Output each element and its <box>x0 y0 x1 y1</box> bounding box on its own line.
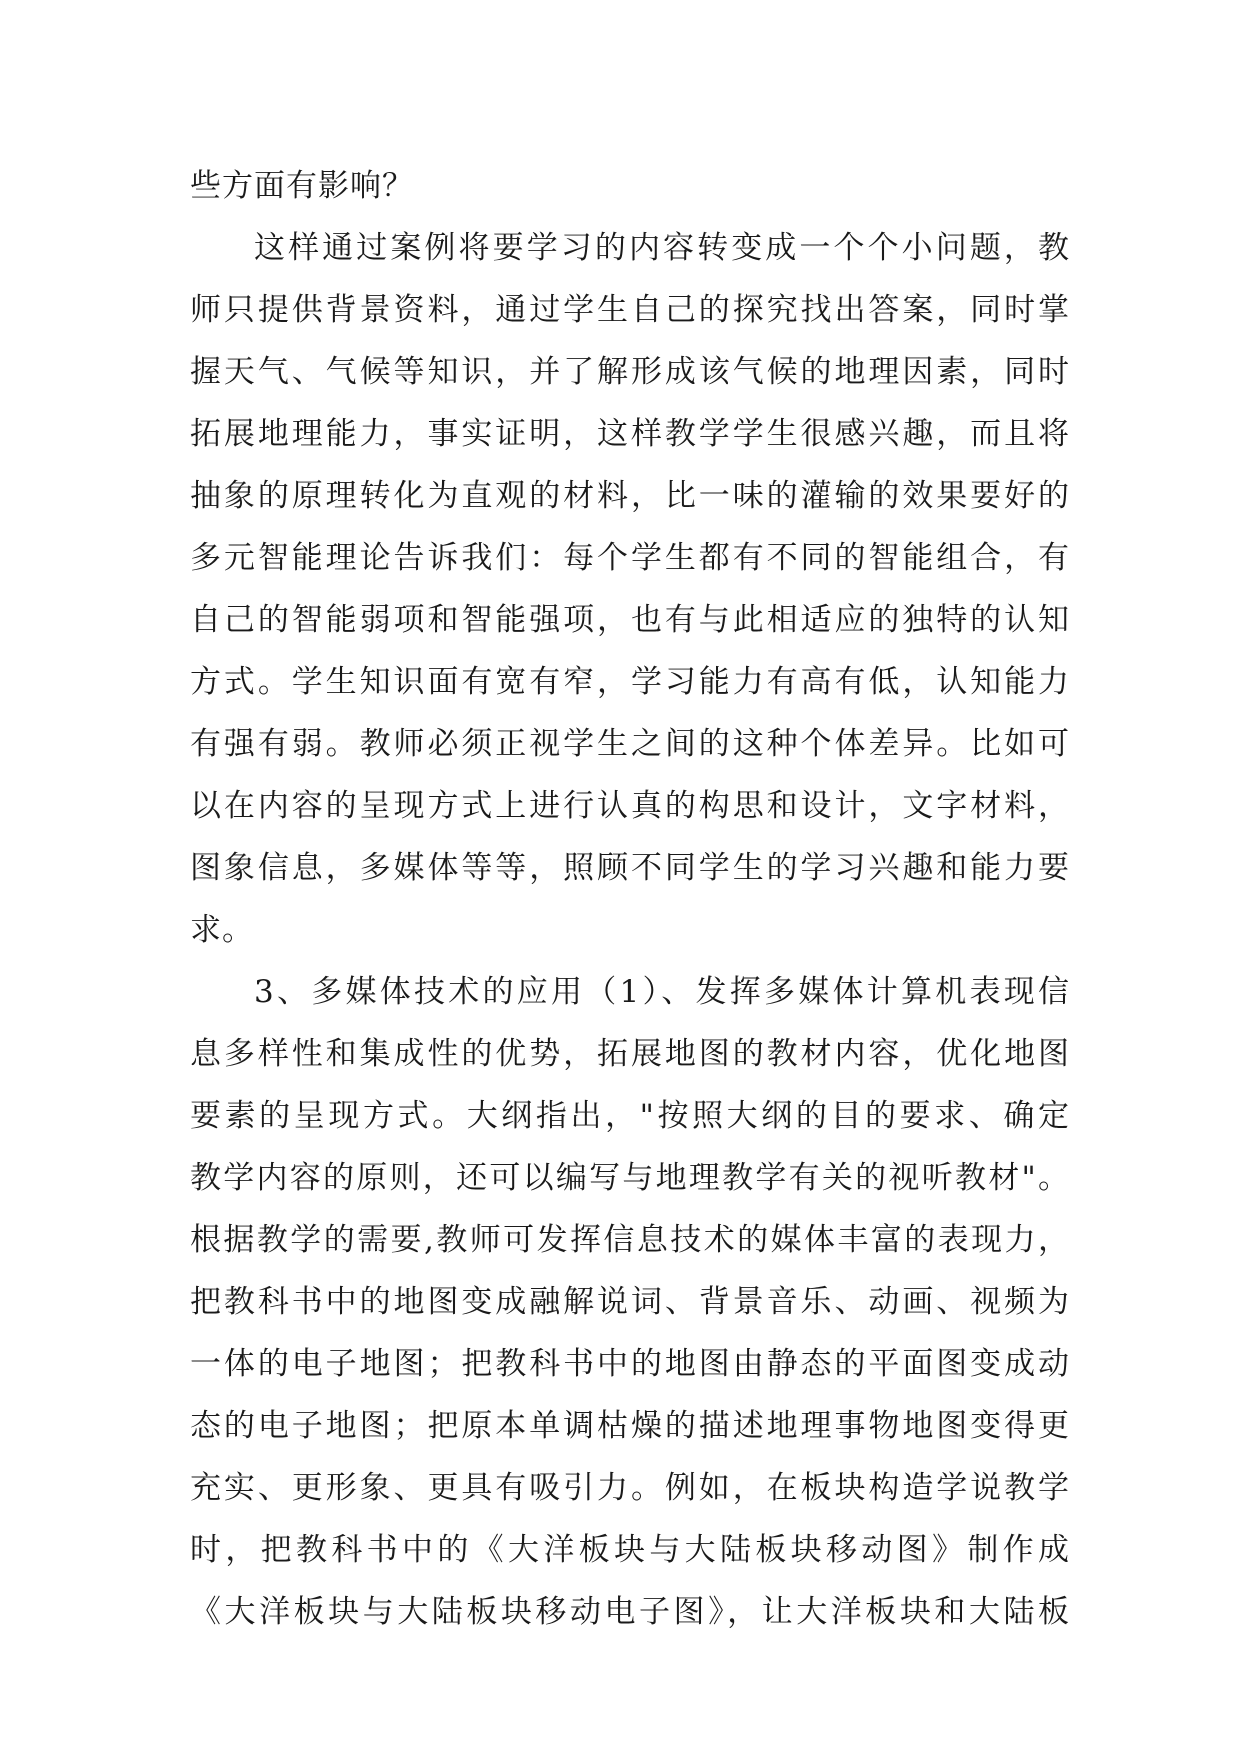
text-line: 拓展地理能力，事实证明，这样教学学生很感兴趣，而且将 <box>190 416 1070 452</box>
text-line: 3、多媒体技术的应用（1）、发挥多媒体计算机表现信 <box>254 974 1070 1010</box>
text-line: 一体的电子地图；把教科书中的地图由静态的平面图变成动 <box>190 1346 1070 1382</box>
text-line: 这样通过案例将要学习的内容转变成一个个小问题，教 <box>254 230 1070 266</box>
text-line: 根据教学的需要,教师可发挥信息技术的媒体丰富的表现力， <box>190 1222 1070 1258</box>
text-line: 时，把教科书中的《大洋板块与大陆板块移动图》制作成 <box>190 1532 1070 1568</box>
text-line: 息多样性和集成性的优势，拓展地图的教材内容，优化地图 <box>190 1036 1070 1072</box>
text-line: 以在内容的呈现方式上进行认真的构思和设计，文字材料， <box>190 788 1070 824</box>
text-line: 教学内容的原则，还可以编写与地理教学有关的视听教材"。 <box>190 1160 1070 1196</box>
text-line: 师只提供背景资料，通过学生自己的探究找出答案，同时掌 <box>190 292 1070 328</box>
text-line: 抽象的原理转化为直观的材料，比一味的灌输的效果要好的 <box>190 478 1070 514</box>
text-line: 充实、更形象、更具有吸引力。例如，在板块构造学说教学 <box>190 1470 1070 1506</box>
text-line: 握天气、气候等知识，并了解形成该气候的地理因素，同时 <box>190 354 1070 390</box>
body-text <box>190 155 1070 1643</box>
text-line: 求。 <box>190 912 254 948</box>
text-line: 多元智能理论告诉我们：每个学生都有不同的智能组合，有 <box>190 540 1070 576</box>
text-line: 要素的呈现方式。大纲指出，"按照大纲的目的要求、确定 <box>190 1098 1070 1134</box>
text-line: 些方面有影响？ <box>190 168 414 204</box>
text-line: 有强有弱。教师必须正视学生之间的这种个体差异。比如可 <box>190 726 1070 762</box>
text-line: 自己的智能弱项和智能强项，也有与此相适应的独特的认知 <box>190 602 1070 638</box>
text-line: 方式。学生知识面有宽有窄，学习能力有高有低，认知能力 <box>190 664 1070 700</box>
text-line: 《大洋板块与大陆板块移动电子图》，让大洋板块和大陆板 <box>190 1594 1070 1630</box>
text-line: 把教科书中的地图变成融解说词、背景音乐、动画、视频为 <box>190 1284 1070 1320</box>
text-line: 图象信息，多媒体等等，照顾不同学生的学习兴趣和能力要 <box>190 850 1070 886</box>
text-line: 态的电子地图；把原本单调枯燥的描述地理事物地图变得更 <box>190 1408 1070 1444</box>
